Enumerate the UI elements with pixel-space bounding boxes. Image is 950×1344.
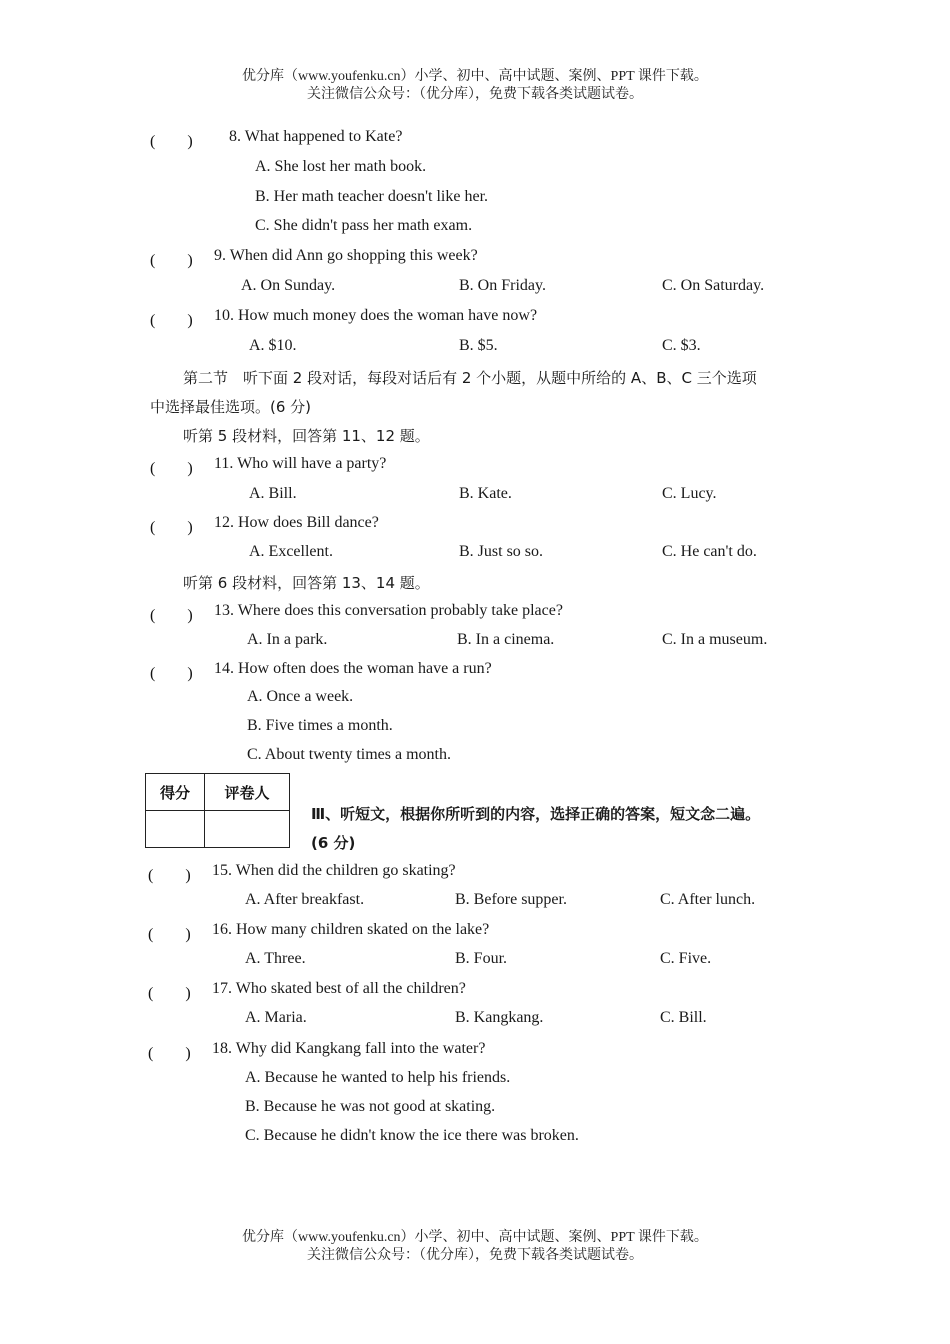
material-6-instruction: 听第 6 段材料，回答第 13、14 题。 bbox=[183, 574, 430, 592]
header-line-1: 优分库（www.youfenku.cn）小学、初中、高中试题、案例、PPT 课件下载。 bbox=[242, 69, 708, 84]
answer-blank[interactable]: ( ) bbox=[150, 665, 193, 682]
question-12 bbox=[214, 514, 379, 532]
question-number: 11. bbox=[214, 455, 234, 472]
option-b: B. Because he was not good at skating. bbox=[245, 1098, 496, 1115]
question-text: What happened to Kate? bbox=[244, 128, 403, 145]
part-3-heading: Ⅲ、听短文，根据你所听到的内容，选择正确的答案，短文念二遍。 bbox=[311, 805, 761, 823]
score-header: 得分 bbox=[146, 774, 205, 811]
answer-blank[interactable]: ( ) bbox=[148, 867, 191, 884]
option-a: A. Three. bbox=[245, 950, 306, 967]
question-text: Where does this conversation probably take place? bbox=[237, 602, 563, 619]
option-c: C. $3. bbox=[662, 337, 701, 354]
question-number: 18. bbox=[212, 1040, 232, 1057]
option-c: C. Lucy. bbox=[662, 485, 717, 502]
page-header bbox=[0, 68, 950, 104]
question-8 bbox=[229, 128, 402, 146]
question-number: 17. bbox=[212, 980, 232, 997]
answer-blank[interactable]: ( ) bbox=[148, 985, 191, 1002]
question-17 bbox=[212, 980, 466, 998]
question-number: 14. bbox=[214, 660, 234, 677]
option-b: B. On Friday. bbox=[459, 277, 546, 294]
question-number: 15. bbox=[212, 862, 232, 879]
question-text: Who skated best of all the children? bbox=[235, 980, 466, 997]
answer-blank[interactable]: ( ) bbox=[150, 607, 193, 624]
option-b: B. Kangkang. bbox=[455, 1009, 544, 1026]
question-9 bbox=[214, 247, 478, 265]
option-a: A. On Sunday. bbox=[241, 277, 336, 294]
option-a: A. Bill. bbox=[249, 485, 297, 502]
option-b: B. Her math teacher doesn't like her. bbox=[255, 188, 489, 205]
answer-blank[interactable]: ( ) bbox=[150, 519, 193, 536]
option-a: A. Because he wanted to help his friends. bbox=[245, 1069, 511, 1086]
option-b: B. $5. bbox=[459, 337, 498, 354]
grader-cell[interactable] bbox=[205, 811, 290, 848]
option-b: B. Just so so. bbox=[459, 543, 544, 560]
option-c: C. Because he didn't know the ice there was broken. bbox=[245, 1127, 579, 1144]
score-cell[interactable] bbox=[146, 811, 205, 848]
option-b: B. Four. bbox=[455, 950, 508, 967]
question-10 bbox=[214, 307, 537, 325]
option-a: A. Maria. bbox=[245, 1009, 307, 1026]
question-13 bbox=[214, 602, 563, 620]
question-number: 12. bbox=[214, 514, 234, 531]
question-number: 16. bbox=[212, 921, 232, 938]
answer-blank[interactable]: ( ) bbox=[148, 1045, 191, 1062]
option-a: A. Once a week. bbox=[247, 688, 354, 705]
question-14 bbox=[214, 660, 492, 678]
option-c: C. Bill. bbox=[660, 1009, 707, 1026]
question-number: 9. bbox=[214, 247, 226, 264]
question-number: 10. bbox=[214, 307, 234, 324]
option-b: B. Kate. bbox=[459, 485, 512, 502]
answer-blank[interactable]: ( ) bbox=[150, 252, 193, 269]
footer-line-1: 优分库（www.youfenku.cn）小学、初中、高中试题、案例、PPT 课件下载。 bbox=[242, 1230, 708, 1245]
question-text: Who will have a party? bbox=[237, 455, 387, 472]
option-a: A. After breakfast. bbox=[245, 891, 365, 908]
section-2-instruction-line-1: 第二节 听下面 2 段对话，每段对话后有 2 个小题，从题中所给的 A、B、C 三个选项 bbox=[183, 369, 757, 387]
question-number: 8. bbox=[229, 128, 241, 145]
grader-header: 评卷人 bbox=[205, 774, 290, 811]
option-c: C. In a museum. bbox=[662, 631, 768, 648]
option-c: C. He can't do. bbox=[662, 543, 757, 560]
footer-line-2: 关注微信公众号：（优分库），免费下载各类试题试卷。 bbox=[307, 1248, 643, 1263]
question-number: 13. bbox=[214, 602, 234, 619]
option-b: B. Before supper. bbox=[455, 891, 567, 908]
score-table bbox=[145, 773, 290, 848]
part-3-points: (6 分) bbox=[311, 834, 356, 852]
question-text: How many children skated on the lake? bbox=[236, 921, 490, 938]
answer-blank[interactable]: ( ) bbox=[150, 133, 193, 150]
question-text: How does Bill dance? bbox=[238, 514, 379, 531]
answer-blank[interactable]: ( ) bbox=[148, 926, 191, 943]
header-line-2: 关注微信公众号：（优分库），免费下载各类试题试卷。 bbox=[307, 87, 643, 102]
question-text: When did the children go skating? bbox=[235, 862, 456, 879]
page-footer bbox=[0, 1229, 950, 1265]
material-5-instruction: 听第 5 段材料，回答第 11、12 题。 bbox=[183, 427, 430, 445]
question-15 bbox=[212, 862, 456, 880]
option-a: A. In a park. bbox=[247, 631, 328, 648]
question-text: How often does the woman have a run? bbox=[238, 660, 492, 677]
option-c: C. Five. bbox=[660, 950, 712, 967]
question-text: Why did Kangkang fall into the water? bbox=[235, 1040, 486, 1057]
option-a: A. $10. bbox=[249, 337, 297, 354]
answer-blank[interactable]: ( ) bbox=[150, 460, 193, 477]
option-c: C. On Saturday. bbox=[662, 277, 765, 294]
option-b: B. Five times a month. bbox=[247, 717, 393, 734]
question-11 bbox=[214, 455, 386, 473]
section-2-instruction-line-2: 中选择最佳选项。(6 分) bbox=[150, 398, 312, 416]
option-c: C. After lunch. bbox=[660, 891, 756, 908]
option-c: C. About twenty times a month. bbox=[247, 746, 451, 763]
question-text: When did Ann go shopping this week? bbox=[229, 247, 478, 264]
option-c: C. She didn't pass her math exam. bbox=[255, 217, 473, 234]
question-16 bbox=[212, 921, 489, 939]
option-b: B. In a cinema. bbox=[457, 631, 555, 648]
option-a: A. She lost her math book. bbox=[255, 158, 427, 175]
question-18 bbox=[212, 1040, 485, 1058]
option-a: A. Excellent. bbox=[249, 543, 333, 560]
question-text: How much money does the woman have now? bbox=[238, 307, 538, 324]
answer-blank[interactable]: ( ) bbox=[150, 312, 193, 329]
